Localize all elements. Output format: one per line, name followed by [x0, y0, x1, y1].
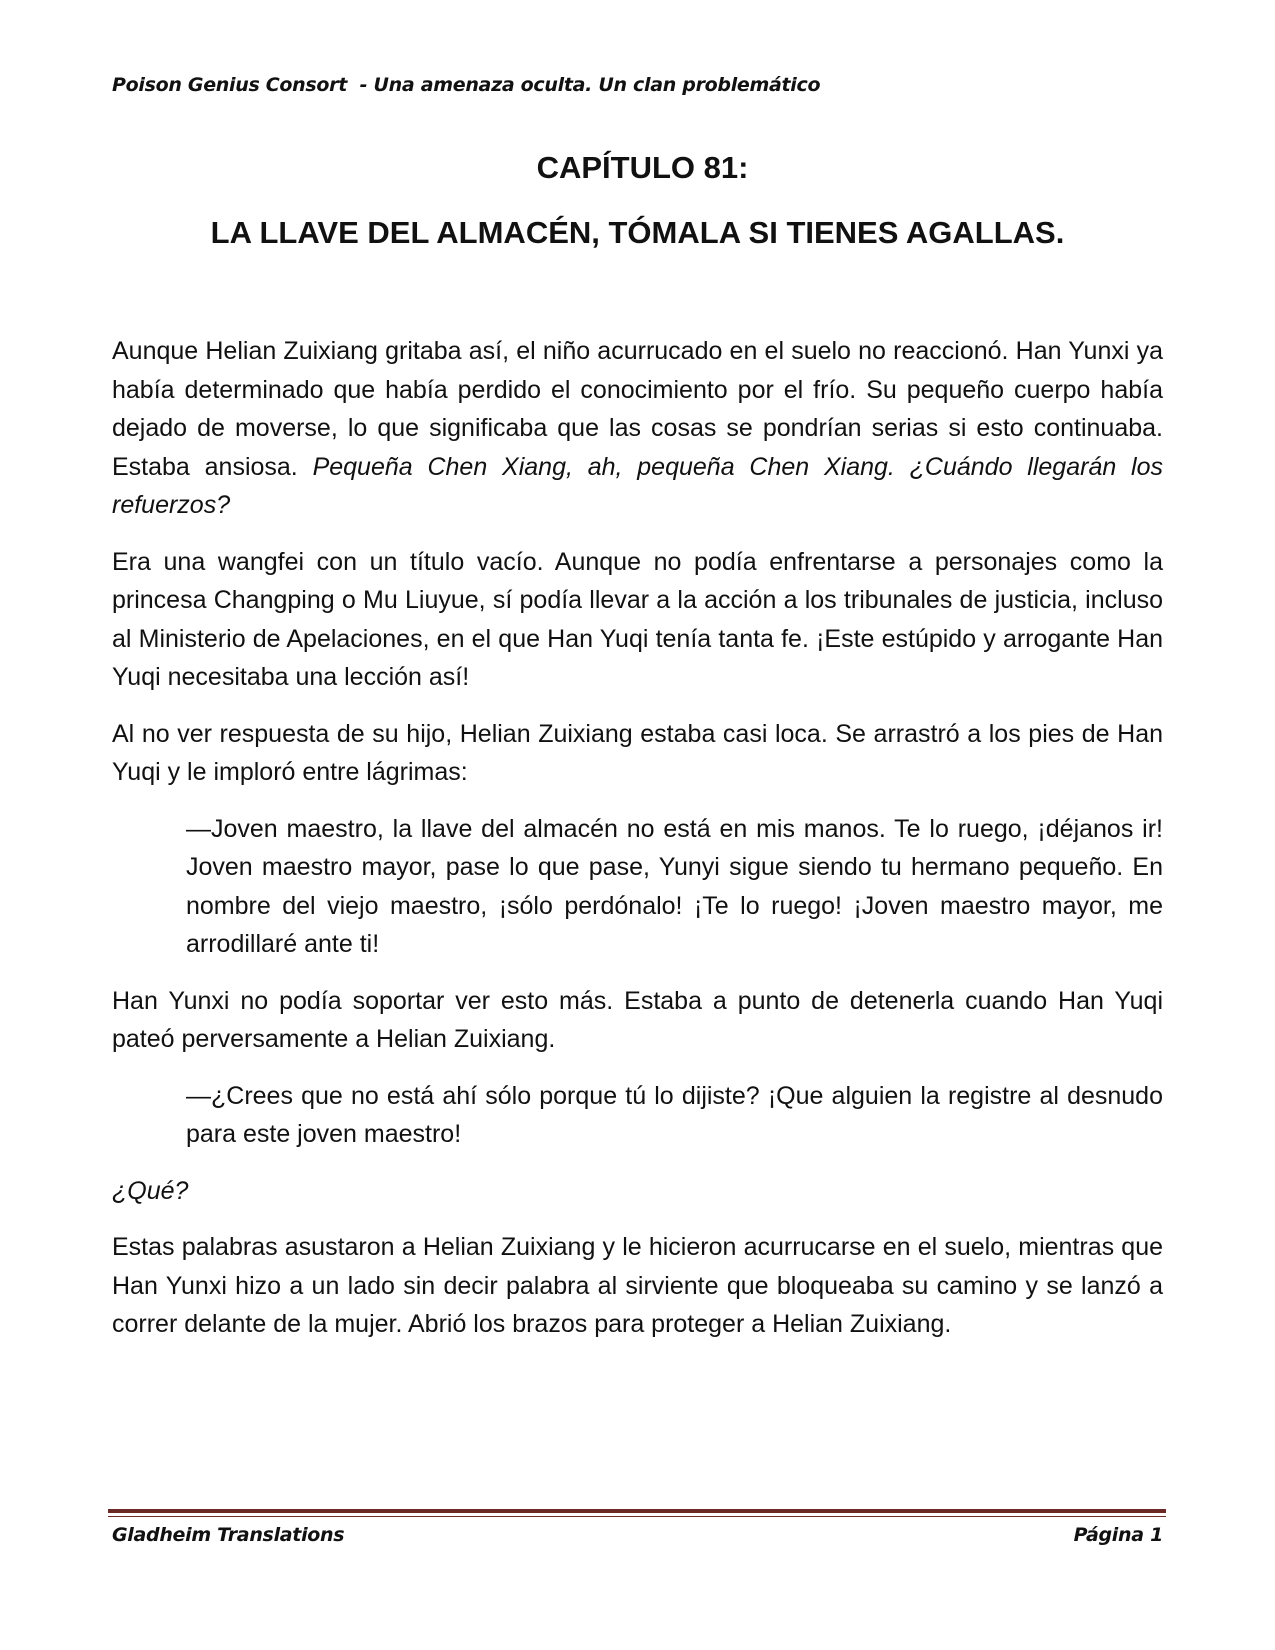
paragraph-5	[112, 1172, 1163, 1211]
footer-rule-thin	[108, 1516, 1166, 1517]
running-header: Poison Genius Consort - Una amenaza oculta. Un clan problemático	[112, 74, 821, 96]
dialogue-quote-2: —¿Crees que no está ahí sólo porque tú lo dijiste? ¡Que alguien la registre al desnudo para este joven maestro!	[186, 1081, 1163, 1148]
footer-publisher: Gladheim Translations	[112, 1524, 345, 1546]
paragraph-1	[112, 332, 1163, 525]
footer-page-number: Página 1	[1073, 1524, 1163, 1546]
paragraph-1-italic-thought: Pequeña Chen Xiang, ah, pequeña Chen Xiang. ¿Cuándo llegarán los refuerzos?	[112, 452, 1164, 519]
chapter-number: CAPÍTULO 81:	[536, 150, 749, 185]
paragraph-6: Estas palabras asustaron a Helian Zuixiang y le hicieron acurrucarse en el suelo, mientras que Han Yunxi hizo a un lado sin decir palabra al sirviente que bloqueaba su camino y se lanzó a correr delante de la mujer. Abrió los brazos para proteger a Helian Zuixiang.	[112, 1233, 1163, 1338]
chapter-title: LA LLAVE DEL ALMACÉN, TÓMALA SI TIENES AGALLAS.	[210, 215, 1065, 250]
paragraph-5-italic-thought: ¿Qué?	[112, 1176, 189, 1205]
footer-rule-thick	[108, 1509, 1166, 1513]
dialogue-quote-1: —Joven maestro, la llave del almacén no está en mis manos. Te lo ruego, ¡déjanos ir! Joven maestro mayor, pase lo que pase, Yunyi sigue siendo tu hermano pequeño. En nombre del viejo maestro, ¡sólo perdónalo! ¡Te lo ruego! ¡Joven maestro mayor, me arrodillaré ante ti!	[186, 814, 1163, 958]
paragraph-4: Han Yunxi no podía soportar ver esto más. Estaba a punto de detenerla cuando Han Yuqi pateó perversamente a Helian Zuixiang.	[112, 986, 1163, 1053]
paragraph-3: Al no ver respuesta de su hijo, Helian Zuixiang estaba casi loca. Se arrastró a los pies de Han Yuqi y le imploró entre lágrimas:	[112, 719, 1163, 786]
chapter-body	[112, 332, 1163, 1362]
paragraph-1-text: Aunque Helian Zuixiang gritaba así, el niño acurrucado en el suelo no reaccionó. Han Yunxi ya había determinado que había perdido el conocimiento por el frío. Su pequeño cuerpo había dejado de moverse, lo que significaba que las cosas se pondrían serias si esto continuaba. Estaba ansiosa.	[112, 337, 1163, 481]
paragraph-2: Era una wangfei con un título vacío. Aunque no podía enfrentarse a personajes como la princesa Changping o Mu Liuyue, sí podía llevar a la acción a los tribunales de justicia, incluso al Ministerio de Apelaciones, en el que Han Yuqi tenía tanta fe. ¡Este estúpido y arrogante Han Yuqi necesitaba una lección así!	[112, 547, 1163, 691]
